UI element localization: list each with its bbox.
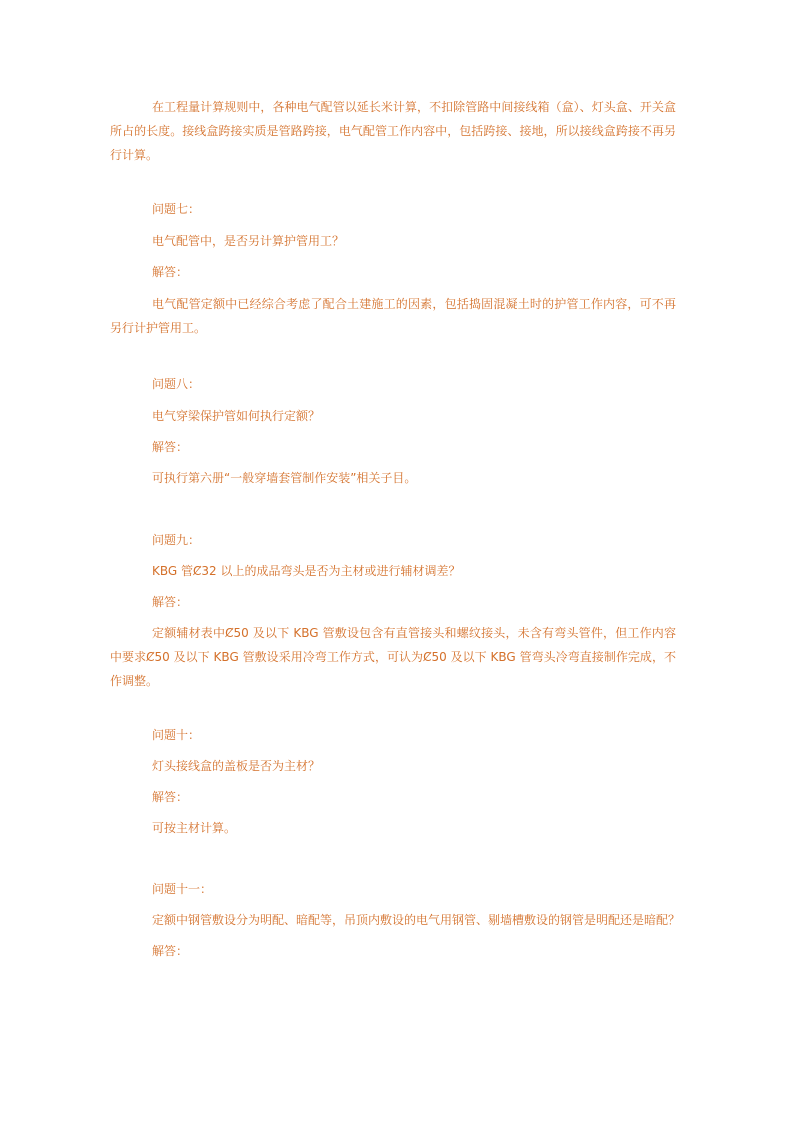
question-7-title: 问题七： xyxy=(152,202,201,216)
question-9-title: 问题九： xyxy=(152,533,201,547)
question-11-title: 问题十一： xyxy=(152,882,213,896)
question-10-answer-label: 解答： xyxy=(152,790,189,804)
question-10-text: 灯头接线盒的盖板是否为主材？ xyxy=(152,759,321,773)
question-11-answer-label: 解答： xyxy=(152,944,189,958)
question-8-title: 问题八： xyxy=(152,377,201,391)
question-9-answer-label: 解答： xyxy=(152,595,189,609)
question-10-title: 问题十： xyxy=(152,728,201,742)
question-11-text: 定额中钢管敷设分为明配、暗配等，吊顶内敷设的电气用钢管、剔墙槽敷设的钢管是明配还是暗配？ xyxy=(152,913,681,927)
question-7-answer-label: 解答： xyxy=(152,265,189,279)
question-7-text: 电气配管中，是否另计算护管用工？ xyxy=(152,234,345,248)
question-8-answer: 可执行第六册“一般穿墙套管制作安装”相关子目。 xyxy=(152,471,417,485)
question-10-answer: 可按主材计算。 xyxy=(152,821,237,835)
question-8-text: 电气穿梁保护管如何执行定额？ xyxy=(152,409,321,423)
question-9-answer: 定额辅材表中Ȼ50 及以下 KBG 管敷设包含有直管接头和螺纹接头，未含有弯头管件，但工作内容中要求Ȼ50 及以下 KBG 管敷设采用冷弯工作方式，可认为Ȼ50 及以下 KBG 管弯头冷弯直接制作完成，不作调整。 xyxy=(110,626,676,688)
question-9-text: KBG 管Ȼ32 以上的成品弯头是否为主材或进行辅材调差？ xyxy=(152,564,461,578)
question-7-answer: 电气配管定额中已经综合考虑了配合土建施工的因素，包括捣固混凝土时的护管工作内容，可不再另行计护管用工。 xyxy=(110,297,676,335)
intro-paragraph: 在工程量计算规则中，各种电气配管以延长米计算，不扣除管路中间接线箱（盒）、灯头盒、开关盒所占的长度。接线盒跨接实质是管路跨接，电气配管工作内容中，包括跨接、接地，所以接线盒跨接不再另行计算。 xyxy=(110,100,676,162)
question-8-answer-label: 解答： xyxy=(152,440,189,454)
